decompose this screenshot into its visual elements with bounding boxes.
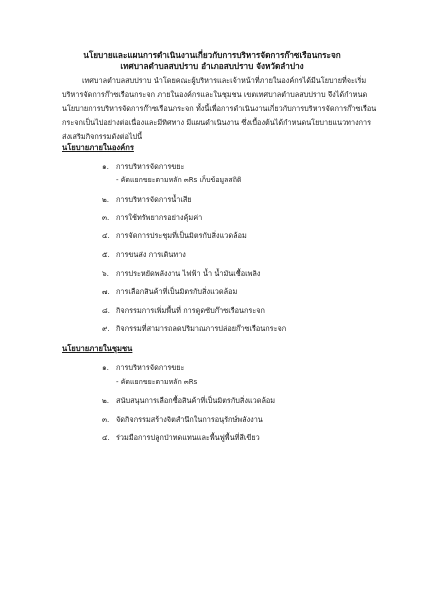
item-number: ๙. [102, 324, 110, 333]
item-number: ๓. [102, 415, 110, 424]
list-item [102, 432, 260, 443]
intro-line: บริหารจัดการก๊าซเรือนกระจก ภายในองค์กรและในชุมชน เขตเทศบาลตำบลสบปราบ จึงได้กำหนด [62, 89, 368, 99]
item-number: ๔. [102, 433, 110, 442]
document-subtitle: เทศบาลตำบลสบปราบ อำเภอสบปราบ จังหวัดลำปาง [120, 61, 304, 71]
list-item [102, 268, 260, 279]
list-item [102, 362, 184, 373]
intro-line: เทศบาลตำบลสบปราบ นำโดยคณะผู้บริหารและเจ้าหน้าที่ภายในองค์กรได้มีนโยบายที่จะเริ่ม [82, 76, 367, 85]
list-item [102, 395, 275, 406]
item-number: ๑. [102, 162, 109, 171]
list-item [102, 305, 265, 316]
item-text: ร่วมมือการปลูกป่าทดแทนและพื้นฟูพื้นที่สีเขียว [116, 433, 260, 442]
list-item [102, 161, 184, 172]
intro-line: ส่งเสริมกิจกรรมดังต่อไปนี้ [62, 131, 143, 141]
item-text: การเลือกสินค้าที่เป็นมิตรกับสิ่งแวดล้อม [116, 287, 238, 296]
item-text: การขนส่ง การเดินทาง [116, 250, 186, 259]
item-number: ๓. [102, 213, 110, 222]
document-title: นโยบายและแผนการดำเนินงานเกี่ยวกับการบริหารจัดการก๊าซเรือนกระจก [83, 50, 341, 60]
item-text: การจัดการประชุมที่เป็นมิตรกับสิ่งแวดล้อม [116, 231, 247, 240]
list-item [102, 286, 237, 297]
intro-line: กระจกเป็นไปอย่างต่อเนื่องและมีทิศทาง มีแผนดำเนินงาน ซึ่งเบื้องต้นได้กำหนดนโยบายแนวทางการ [62, 117, 372, 127]
item-number: ๒. [102, 195, 110, 204]
item-number: ๗. [102, 287, 110, 296]
item-number: ๒. [102, 396, 110, 405]
item-text: การบริหารจัดการขยะ [116, 363, 185, 372]
item-text: กิจกรรมการเพิ่มพื้นที่ การดูดซับก๊าซเรือนกระจก [116, 306, 265, 315]
intro-paragraph [62, 74, 377, 143]
list-subitem: - คัดแยกขยะตามหลัก ๓Rs [116, 378, 198, 386]
list-item [102, 212, 202, 223]
list-item [102, 249, 186, 260]
list-item [102, 414, 263, 425]
item-text: จัดกิจกรรมสร้างจิตสำนึกในการอนุรักษ์พลังงาน [116, 415, 263, 424]
item-text: กิจกรรมที่สามารถลดปริมาณการปล่อยก๊าซเรือนกระจก [116, 324, 287, 333]
list-subitem: - คัดแยกขยะตามหลัก ๓Rs เก็บข้อมูลสถิติ [116, 176, 242, 184]
list-item [102, 230, 247, 241]
item-text: การประหยัดพลังงาน ไฟฟ้า น้ำ น้ำมันเชื้อเพลิง [116, 269, 261, 278]
list-item [102, 194, 192, 205]
intro-line: นโยบายการบริหารจัดการก๊าซเรือนกระจก ทั้งนี้เพื่อการดำเนินงานเกี่ยวกับการบริหารจัดการก๊าซเรือน [62, 103, 377, 113]
item-text: การใช้ทรัพยากรอย่างคุ้มค่า [116, 213, 203, 222]
list-item [102, 323, 286, 334]
item-number: ๑. [102, 363, 109, 372]
item-text: การบริหารจัดการขยะ [116, 162, 185, 171]
item-text: การบริหารจัดการน้ำเสีย [116, 195, 192, 204]
item-number: ๕. [102, 250, 110, 259]
section-heading-internal: นโยบายภายในองค์กร [62, 143, 134, 152]
item-number: ๘. [102, 306, 110, 315]
section-heading-community: นโยบายภายในชุมชน [62, 344, 133, 353]
item-number: ๖. [102, 269, 109, 278]
item-text: สนับสนุนการเลือกซื้อสินค้าที่เป็นมิตรกับสิ่งแวดล้อม [116, 396, 276, 405]
item-number: ๔. [102, 231, 110, 240]
